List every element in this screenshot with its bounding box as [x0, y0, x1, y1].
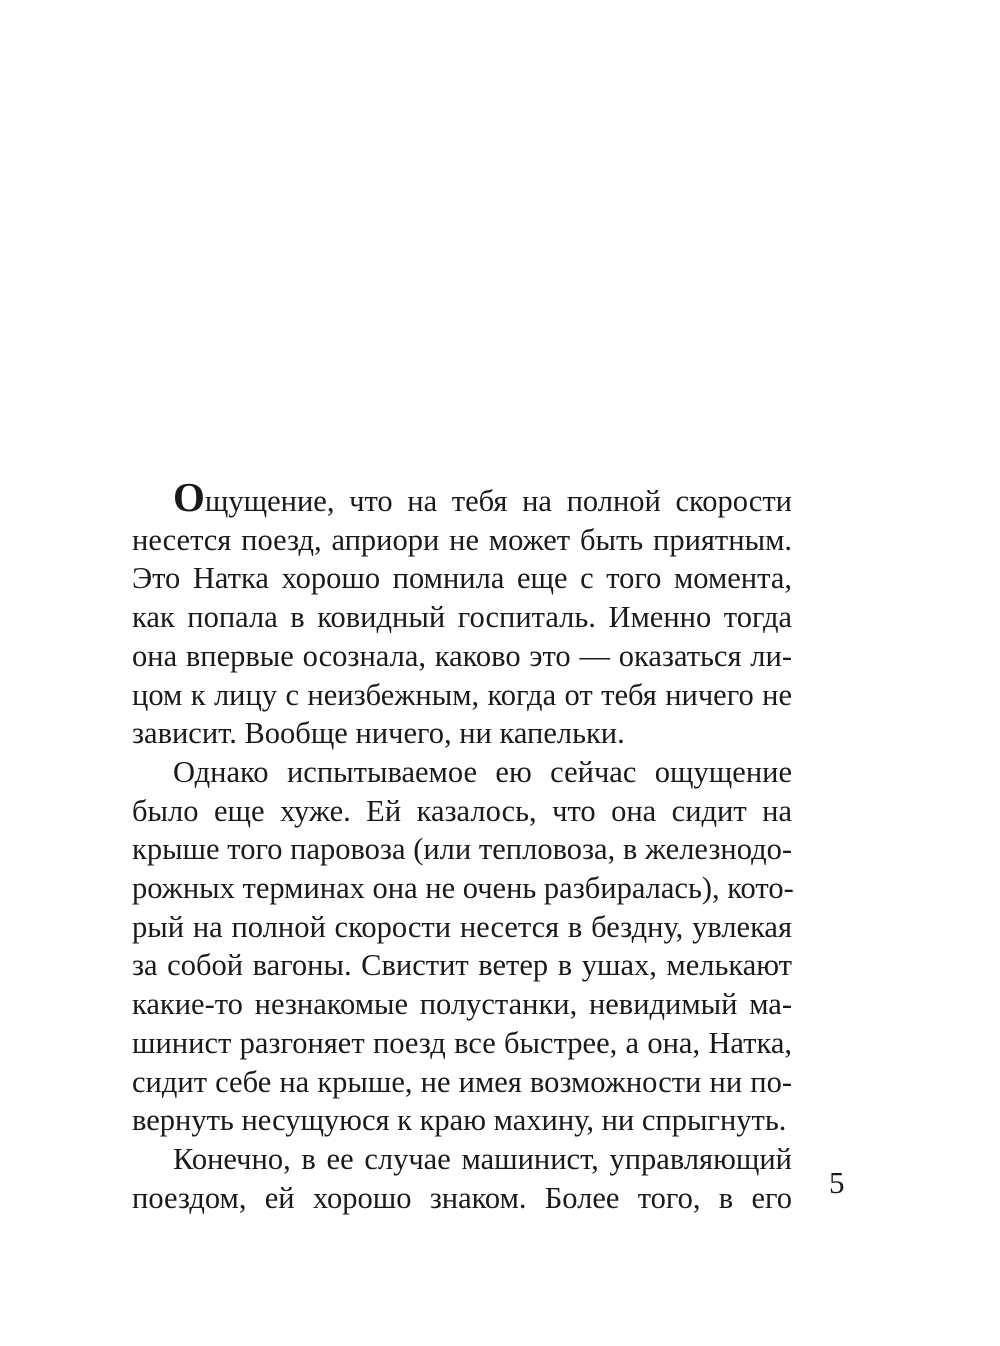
text-line: несется поезд, априори не может быть приятным.	[132, 522, 792, 557]
text-line: цом к лицу с неизбежным, когда от тебя ничего не	[132, 677, 792, 712]
text-line: Однако испытываемое ею сейчас ощущение	[173, 754, 792, 789]
text-line: как попала в ковидный госпиталь. Именно тогда	[132, 600, 792, 635]
text-line: Конечно, в ее случае машинист, управляющий	[173, 1141, 792, 1176]
text-line: за собой вагоны. Свистит ветер в ушах, мелькают	[132, 948, 792, 983]
text-line: рожных терминах она не очень разбиралась), кото-	[132, 871, 794, 906]
text-line: она впервые осознала, каково это — оказаться ли-	[132, 638, 792, 673]
text-line: Это Натка хорошо помнила еще с того момента,	[132, 561, 792, 596]
text-line: поездом, ей хорошо знаком. Более того, в его	[132, 1180, 792, 1215]
page-number: 5	[829, 1165, 845, 1200]
text-line: крыше того паровоза (или тепловоза, в железнодо-	[132, 832, 792, 867]
text-line: какие-то незнакомые полустанки, невидимый ма-	[132, 987, 792, 1022]
text-line: рый на полной скорости несется в бездну, увлекая	[132, 909, 792, 944]
text-line: вернуть несущуюся к краю махину, ни спрыгнуть.	[132, 1103, 787, 1138]
text-line: было еще хуже. Ей казалось, что она сидит на	[132, 793, 792, 828]
text-line: шинист разгоняет поезд все быстрее, а она, Натка,	[132, 1025, 792, 1060]
text-line: зависит. Вообще ничего, ни капельки.	[132, 716, 625, 751]
text-line: Ощущение, что на тебя на полной скорости	[173, 474, 792, 520]
text-line: сидит себе на крыше, не имея возможности ни по-	[132, 1064, 792, 1099]
body-text	[132, 474, 794, 1217]
drop-cap: О	[173, 474, 205, 520]
